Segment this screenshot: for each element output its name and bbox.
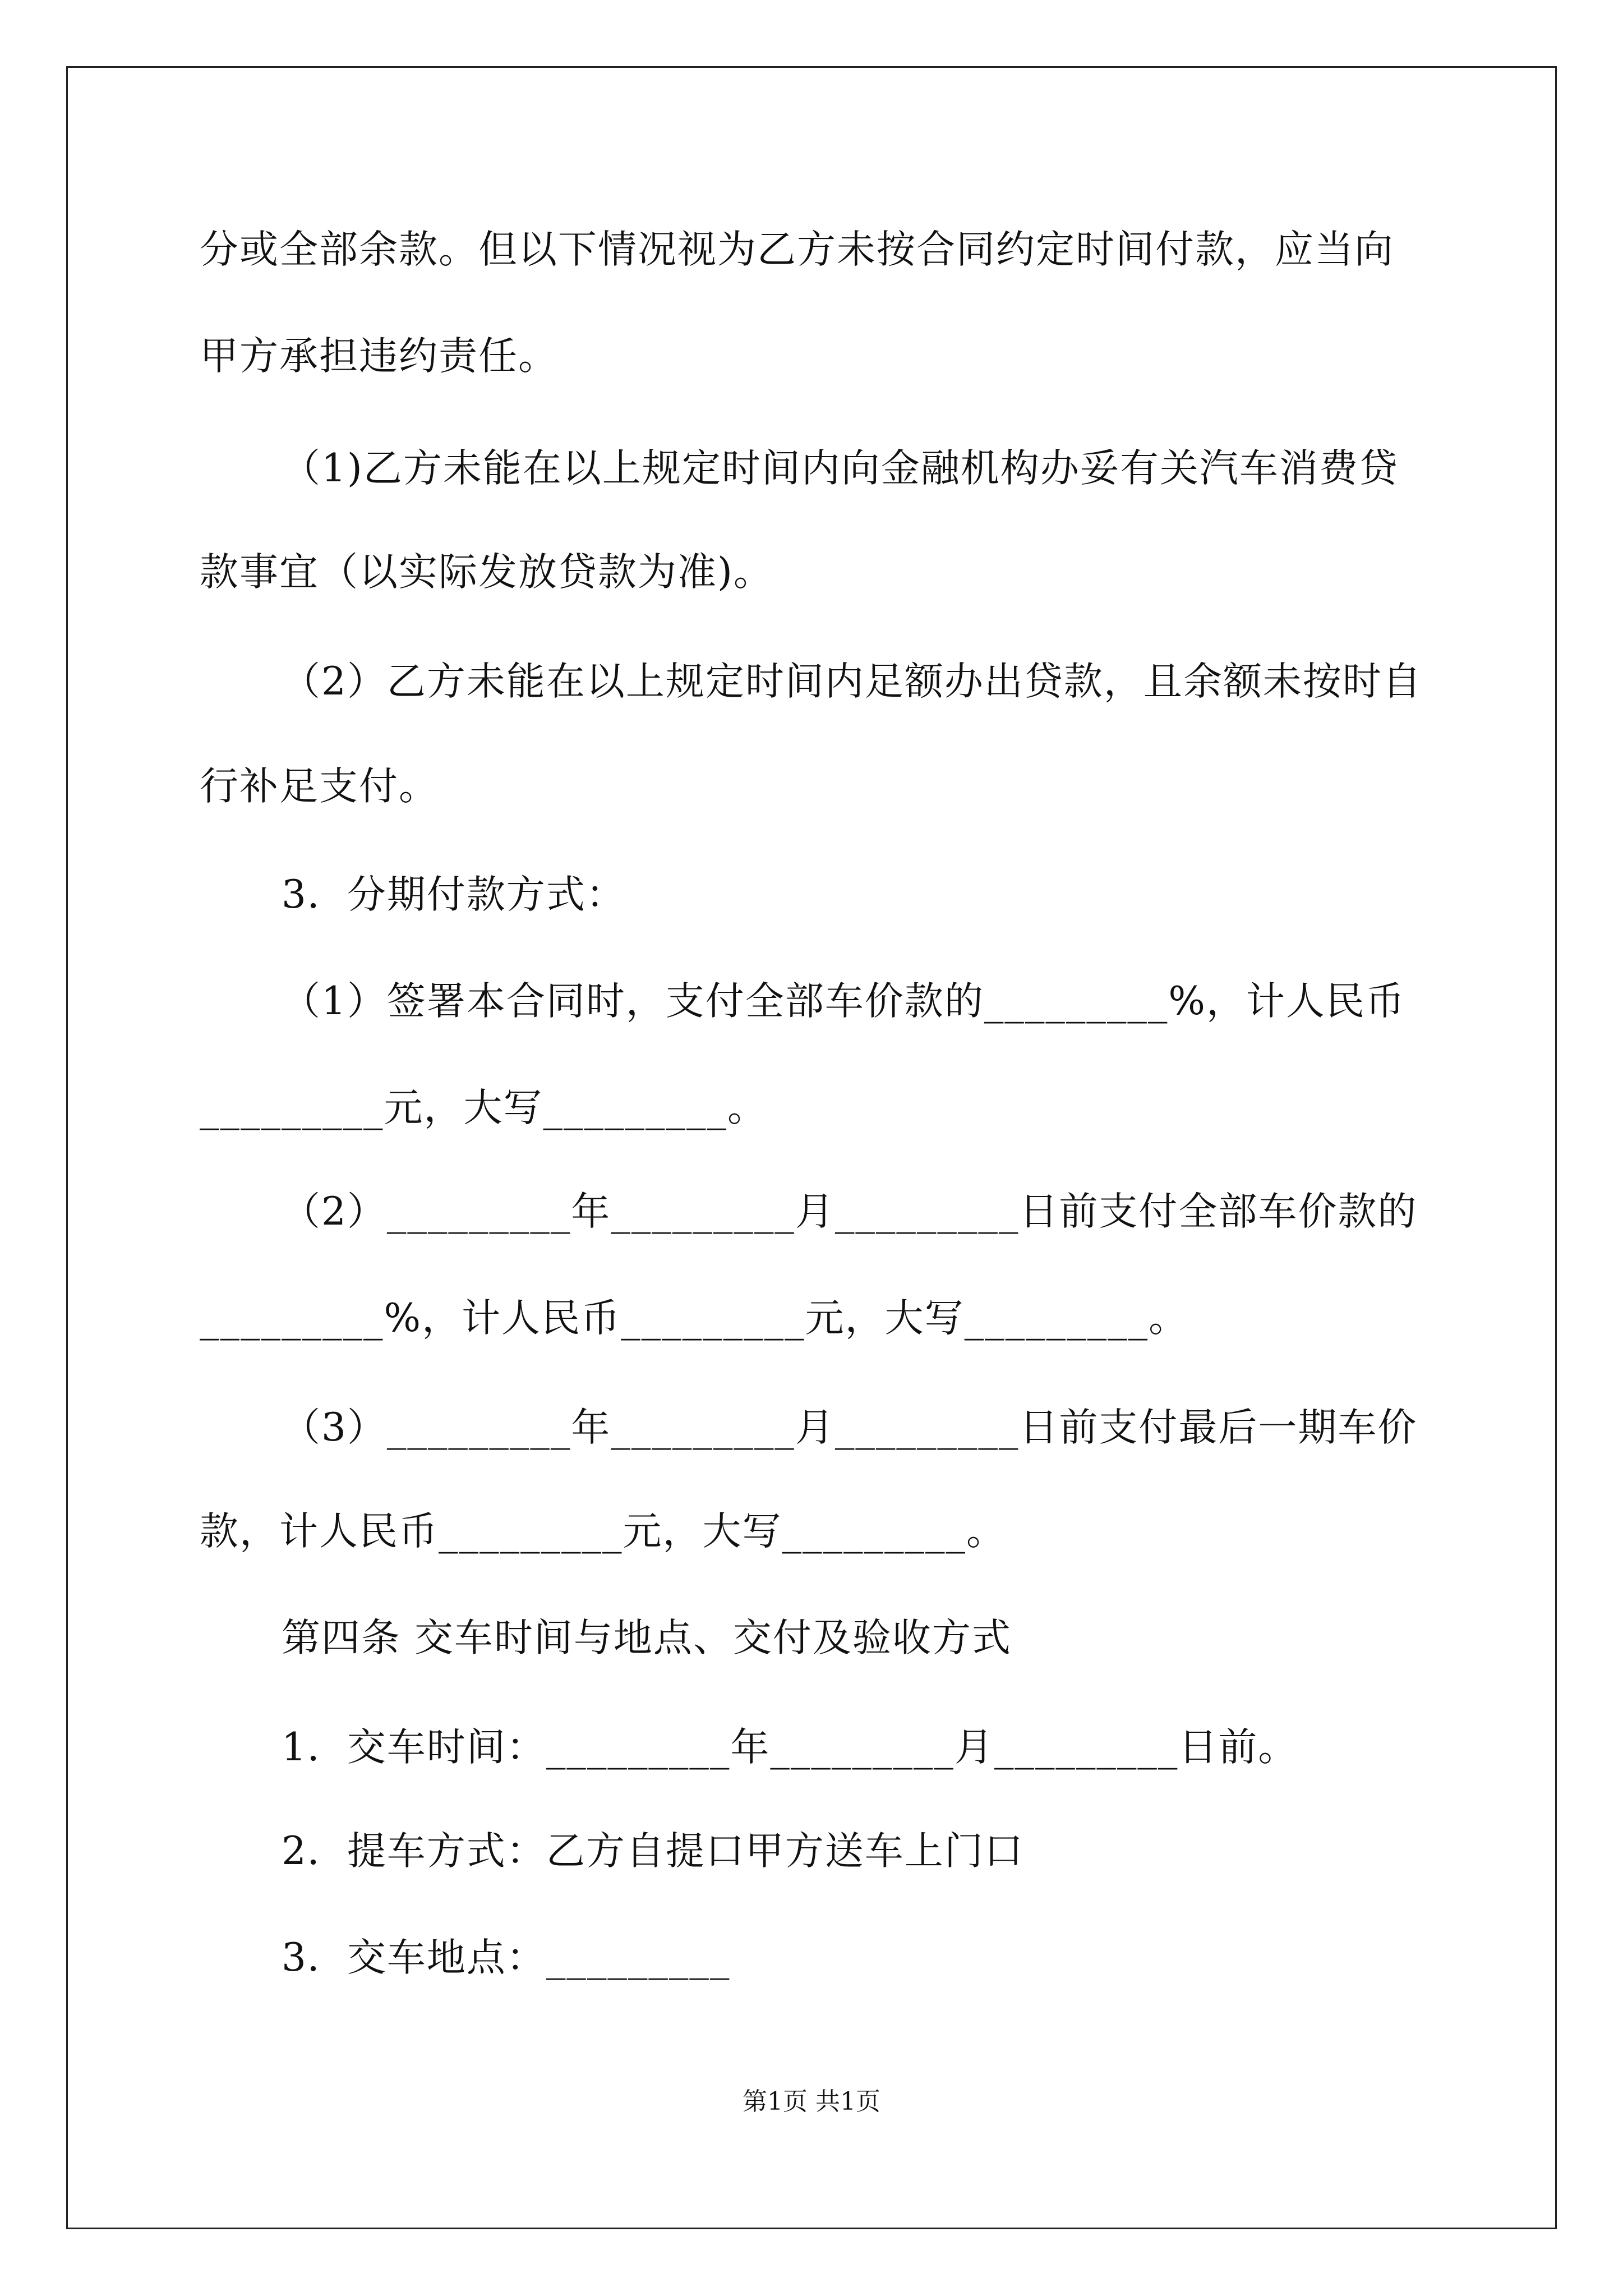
paragraph-line: 甲方承担违约责任。 <box>200 334 558 379</box>
paragraph-line: 3．交车地点：_________ <box>282 1935 731 1980</box>
paragraph-line: _________元，大写_________。 <box>200 1085 767 1130</box>
paragraph-line: （1）签署本合同时，支付全部车价款的_________%，计人民币 <box>282 979 1405 1024</box>
paragraph-line: 2．提车方式：乙方自提口甲方送车上门口 <box>282 1829 1024 1874</box>
paragraph-line: 1．交车时间：_________年_________月_________日前。 <box>282 1725 1298 1770</box>
page-border <box>66 66 1557 2229</box>
article-heading: 第四条 交车时间与地点、交付及验收方式 <box>282 1616 1012 1660</box>
paragraph-line: （2）乙方未能在以上规定时间内足额办出贷款，且余额未按时自 <box>282 659 1422 704</box>
section-heading: 3．分期付款方式： <box>282 872 626 917</box>
page-footer: 第1页 共1页 <box>743 2087 880 2116</box>
paragraph-line: 款，计人民币_________元，大写_________。 <box>200 1509 1006 1554</box>
paragraph-line: _________%，计人民币_________元，大写_________。 <box>200 1296 1189 1341</box>
paragraph-line: 款事宜（以实际发放贷款为准)。 <box>200 550 773 595</box>
paragraph-line: （3）_________年_________月_________日前支付最后一期车价 <box>282 1405 1418 1450</box>
paragraph-line: 行补足支付。 <box>200 764 439 809</box>
paragraph-line: 分或全部余款。但以下情况视为乙方未按合同约定时间付款，应当向 <box>200 227 1394 272</box>
paragraph-line: （2）_________年_________月_________日前支付全部车价款的 <box>282 1189 1418 1234</box>
paragraph-line: （1)乙方未能在以上规定时间内向金融机构办妥有关汽车消费贷 <box>282 446 1399 491</box>
